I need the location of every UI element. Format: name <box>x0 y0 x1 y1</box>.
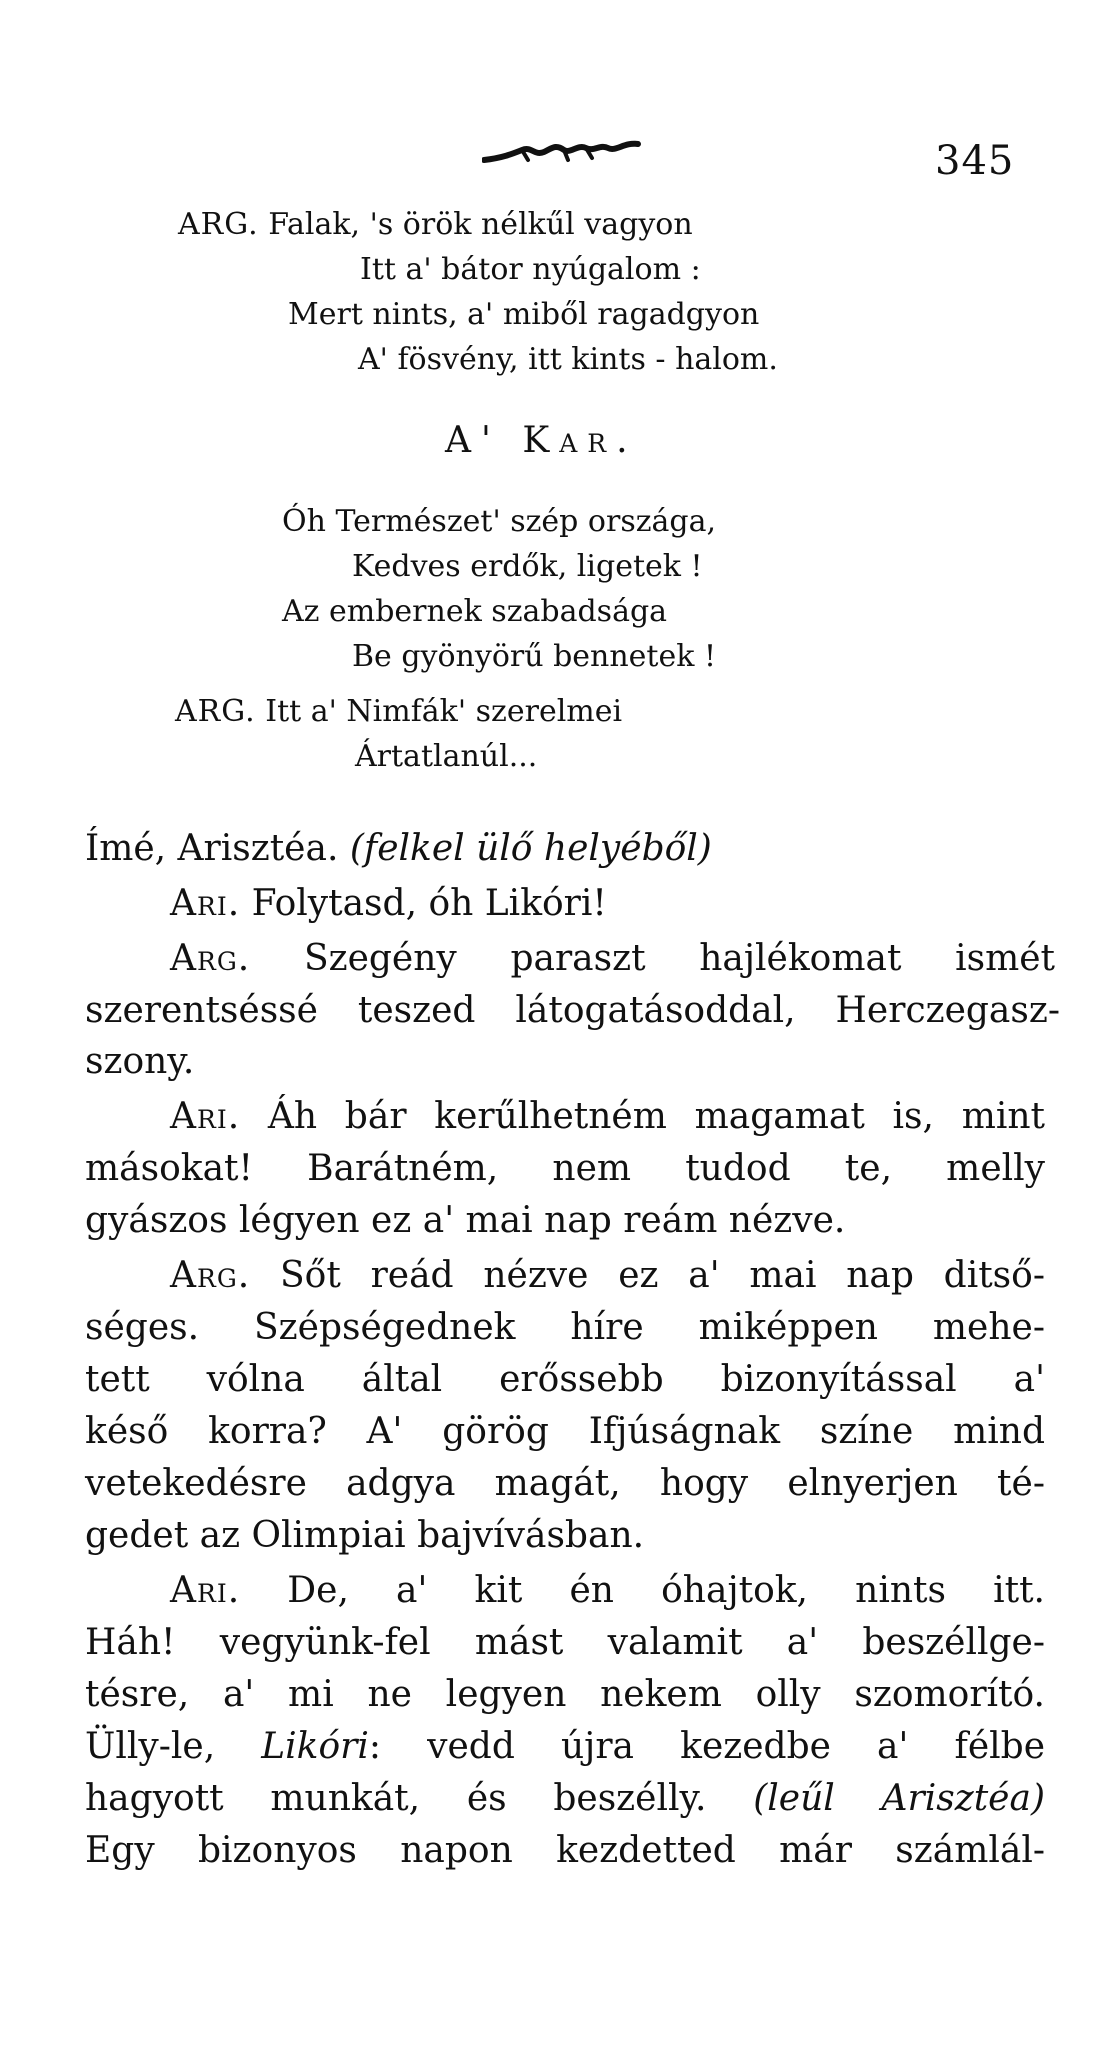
prose-line: Egy bizonyos napon kezdetted már számlál- <box>85 1830 1045 1871</box>
prose-line: vetekedésre adgya magát, hogy elnyerjen té- <box>85 1463 1045 1504</box>
prose-text: Sőt reád nézve ez a' mai nap ditső- <box>280 1255 1045 1296</box>
prose-text: hagyott munkát, és beszélly. <box>85 1778 707 1819</box>
prose-line: séges. Szépségednek híre miképpen mehe- <box>85 1307 1045 1348</box>
prose-text: Folytasd, óh Likóri! <box>251 883 607 924</box>
speaker-label: Ari. <box>170 1570 241 1611</box>
prose-text: Ímé, Arisztéa. <box>85 828 339 869</box>
prose-text: De, a' kit én óhajtok, nints itt. <box>287 1570 1046 1611</box>
verse-line: A' fösvény, itt kints - halom. <box>358 342 778 377</box>
verse-line: Óh Természet' szép országa, <box>282 504 717 539</box>
prose-line: késő korra? A' görög Ifjúságnak színe mind <box>85 1411 1045 1452</box>
prose-line: gyászos légyen ez a' mai nap reám nézve. <box>85 1200 846 1241</box>
prose-text: Szegény paraszt hajlékomat ismét <box>303 938 1055 979</box>
prose-text: Ülly-le, <box>85 1726 216 1767</box>
character-name: Likóri <box>261 1726 369 1767</box>
verse-line: Az embernek szabadsága <box>282 594 668 629</box>
verse-line <box>175 692 622 732</box>
prose-line: szerentséssé teszed látogatásoddal, Herczegasz- <box>85 990 1060 1031</box>
prose-line <box>85 1775 1045 1823</box>
stage-direction: (felkel ülő helyéből) <box>349 828 712 869</box>
prose-text: : vedd újra kezedbe a' félbe <box>368 1726 1045 1767</box>
verse-text: Falak, 's örök nélkűl vagyon <box>268 207 693 242</box>
prose-line <box>170 1093 1045 1141</box>
stage-direction: (leűl Arisztéa) <box>753 1778 1045 1819</box>
prose-line <box>170 1252 1045 1300</box>
verse-line: Itt a' bátor nyúgalom : <box>360 252 701 287</box>
verse-line: Be gyönyörű bennetek ! <box>352 639 717 674</box>
speaker-label: ARG. <box>175 694 256 729</box>
verse-line: Ártatlanúl... <box>355 739 538 774</box>
prose-line <box>170 880 607 928</box>
prose-text: Áh bár kerűlhetném magamat is, mint <box>267 1096 1045 1137</box>
ornament-flourish-icon <box>482 138 642 168</box>
prose-line <box>85 1723 1045 1771</box>
prose-line <box>170 935 1055 983</box>
page-number: 345 <box>935 138 1015 184</box>
verse-text: Itt a' Nimfák' szerelmei <box>265 694 623 729</box>
prose-line: Háh! vegyünk-fel mást valamit a' beszéllge- <box>85 1622 1045 1663</box>
speaker-label: Arg. <box>170 1255 251 1296</box>
speaker-label: Arg. <box>170 938 251 979</box>
prose-line: tésre, a' mi ne legyen nekem olly szomorító. <box>85 1674 1045 1715</box>
verse-line: Mert nints, a' miből ragadgyon <box>288 297 760 332</box>
section-heading: A' Kar. <box>445 420 638 461</box>
prose-line: szony. <box>85 1041 195 1082</box>
verse-line <box>178 205 693 245</box>
prose-line: másokat! Barátném, nem tudod te, melly <box>85 1148 1045 1189</box>
prose-line: gedet az Olimpiai bajvívásban. <box>85 1515 645 1556</box>
verse-line: Kedves erdők, ligetek ! <box>352 549 703 584</box>
speaker-label: Ari. <box>170 883 241 924</box>
prose-line <box>170 1567 1045 1615</box>
prose-line: tett vólna által erőssebb bizonyítással a' <box>85 1359 1045 1400</box>
speaker-label: ARG. <box>178 207 259 242</box>
prose-line <box>85 825 712 873</box>
speaker-label: Ari. <box>170 1096 241 1137</box>
